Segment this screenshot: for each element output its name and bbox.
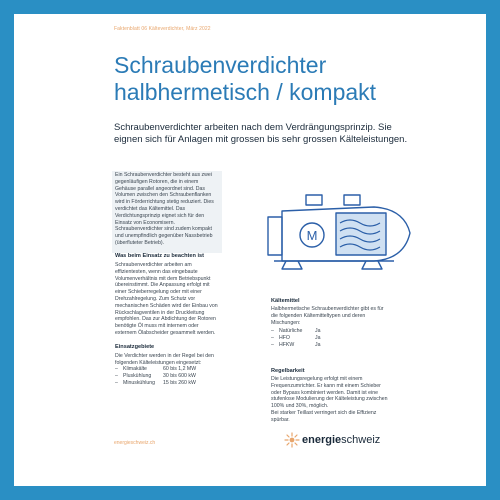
regelbarkeit-paragraph-2: Bei starker Teillast verringert sich die Effizienz spürbar. — [271, 409, 377, 423]
kaeltemittel-text: Halbhermetische Schraubenverdichter gibt es für die folgenden Kältemitteltypen und deren Mischungen: — [271, 306, 384, 326]
logo-text-bold: energie — [302, 434, 342, 446]
list-dash: – — [115, 379, 118, 386]
compressor-diagram — [254, 189, 414, 289]
list-item — [115, 366, 219, 373]
list-item-value: 15 bis 260 kW — [163, 379, 196, 386]
list-item — [271, 328, 351, 335]
list-dash: – — [271, 334, 274, 341]
einsatzgebiete-heading: Einsatzgebiete — [115, 344, 155, 350]
list-item — [115, 380, 219, 387]
lead-paragraph: Schraubenverdichter arbeiten nach dem Verdrängungsprinzip. Sie eignen sich für Anlagen mit grossen bis sehr grossen Kälteleistungen. — [114, 122, 408, 145]
fact-sheet-page — [14, 14, 486, 486]
kaeltemittel-list — [271, 328, 351, 348]
sun-icon — [284, 432, 300, 448]
list-item-value: Ja — [315, 341, 321, 348]
logo-text-regular: schweiz — [341, 434, 381, 446]
einsatz-text: Schraubenverdichter arbeiten am effizientesten, wenn das eingebaute Volumenverhältnis mit dem Betriebspunkt übereinstimmt. Die Anpassung erfolgt mit einer Schieberregelung oder mit einer Drehzahlregelung. Zum Schutz vor mechanischen Schäden wird der Einbau von Rückschlagventilen in der Druckleitung empfohlen. Das zur Abdichtung der Rotoren benötigte Öl muss mit internem oder externem Ölabscheider gesammelt werden. — [115, 262, 218, 336]
motor-label: M — [306, 228, 318, 243]
intro-text: Ein Schraubenverdichter besteht aus zwei gegenläufigen Rotoren, die in einem Gehäuse parallel angeordnet sind. Das Volumen zwischen den Schraubenflanken wird in Förderrichtung stetig reduziert. Dies verdichtet das Kältemittel. Das Verdichtungsprinzip eignet sich für den Einsatz von Economisern. Schraubenverdichter sind zudem kompakt und unempfindlich gegenüber Nassbetrieb (überfluteter Betrieb). — [115, 172, 214, 246]
list-item-name: Pluskühlung — [123, 372, 152, 379]
list-item — [271, 335, 351, 342]
list-item — [115, 373, 219, 380]
energieschweiz-logo — [284, 432, 380, 448]
list-item-name: Minuskühlung — [123, 379, 156, 386]
list-dash: – — [115, 372, 118, 379]
list-dash: – — [115, 366, 118, 372]
list-item-value: 60 bis 1,2 MW — [163, 366, 197, 372]
kaeltemittel-heading: Kältemittel — [271, 298, 300, 304]
list-item-name: Natürliche — [279, 328, 303, 334]
footer-url-link[interactable]: energieschweiz.ch — [114, 440, 156, 446]
title-line-1: Schraubenverdichter — [114, 52, 327, 78]
list-item-value: Ja — [315, 328, 321, 334]
einsatz-heading: Was beim Einsatz zu beachten ist — [115, 253, 205, 259]
title-line-2: halbhermetisch / kompakt — [114, 79, 377, 105]
regelbarkeit-heading: Regelbarkeit — [271, 368, 305, 374]
einsatzgebiete-text: Die Verdichter werden in der Regel bei den folgenden Kälteleistungen eingesetzt: — [115, 353, 214, 366]
list-item-value: 30 bis 600 kW — [163, 372, 196, 379]
list-item-name: HFO — [279, 334, 290, 341]
regelbarkeit-text — [271, 376, 391, 424]
list-item-name: Klimakälte — [123, 366, 147, 372]
list-dash: – — [271, 341, 274, 348]
logo-text — [302, 434, 380, 446]
page-header: Faktenblatt 06 Kälteverdichter, März 2022 — [114, 26, 211, 32]
list-item-name: HFKW — [279, 341, 295, 348]
regelbarkeit-paragraph: Die Leistungsregelung erfolgt mit einem Frequenzumrichter. Er kann mit einem Schieber oder Bypass kombiniert werden. Damit ist eine stufenlose Modulierung der Kälteleistung zwischen 100% und 30%, möglich. — [271, 376, 388, 410]
einsatzgebiete-list — [115, 366, 219, 386]
list-item-value: Ja — [315, 334, 321, 341]
list-dash: – — [271, 328, 274, 334]
page-title — [114, 52, 454, 106]
list-item — [271, 342, 351, 349]
